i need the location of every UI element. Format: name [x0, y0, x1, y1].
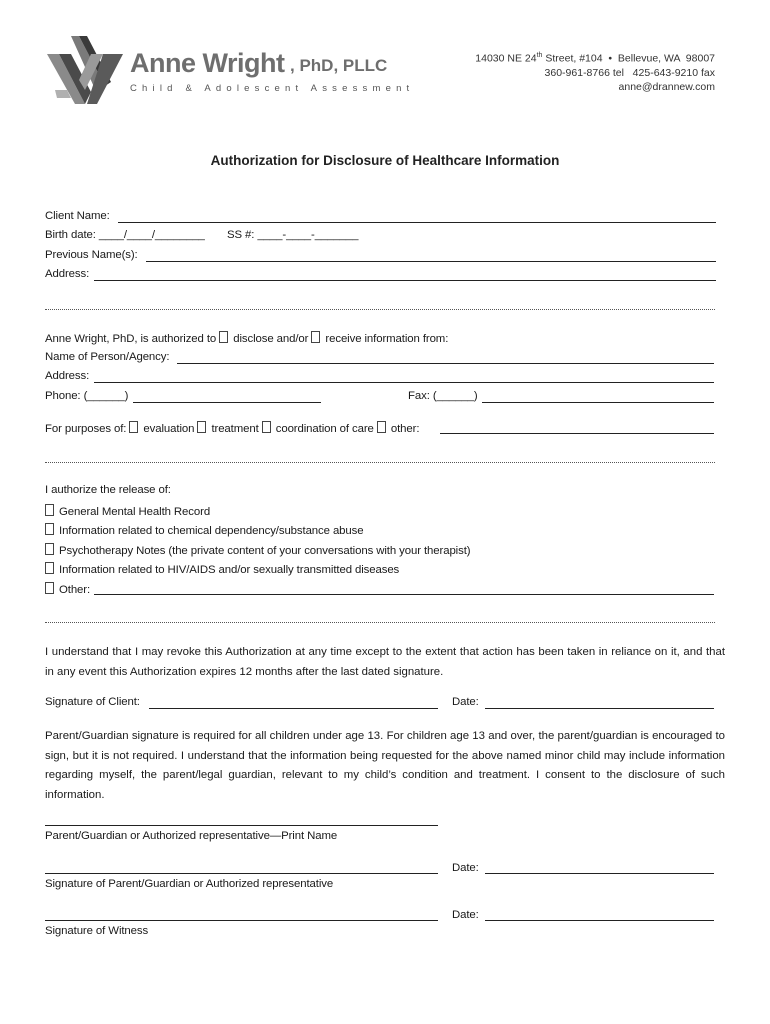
page-title: Authorization for Disclosure of Healthcare Information [210, 153, 560, 168]
authorized-line: Anne Wright, PhD, is authorized to disclose and/or receive information from: [45, 333, 449, 345]
guardian-signature-label: Signature of Parent/Guardian or Authorized representative [45, 878, 334, 890]
guardian-signature-field[interactable] [45, 873, 438, 874]
release-checkbox[interactable] [45, 504, 54, 516]
coordination-checkbox[interactable] [262, 421, 271, 433]
other-purpose-field[interactable] [440, 433, 714, 434]
release-checkbox[interactable] [45, 543, 54, 555]
logo-mark-icon [45, 34, 125, 112]
date-label: Date: [452, 909, 479, 921]
contact-phones: 360-961-8766 tel 425-643-9210 fax [544, 67, 715, 79]
birth-date-label: Birth date: ____/____/________ [45, 229, 205, 241]
contact-address: 14030 NE 24th Street, #104 • Bellevue, WA 98007 [475, 52, 715, 65]
disclose-checkbox[interactable] [219, 331, 228, 343]
ss-label: SS #: ____-____-_______ [227, 229, 359, 241]
agency-address-field[interactable] [94, 382, 714, 383]
purposes-line: For purposes of: evaluation treatment coordination of care other: [45, 423, 420, 435]
guardian-paragraph: Parent/Guardian signature is required for all children under age 13. For children age 13 and over, the parent/guardian is encouraged to sign, but it is not required. I understand that the information being requested for the above named minor child may include information regarding myself, the parent/legal guardian, relevant to my child’s condition and treatment. I consent to the disclosure of such information. [45, 730, 725, 801]
person-agency-field[interactable] [177, 363, 714, 364]
witness-signature-field[interactable] [45, 920, 438, 921]
contact-email: anne@drannew.com [618, 81, 715, 93]
release-checkbox[interactable] [45, 523, 54, 535]
date-label: Date: [452, 696, 479, 708]
treatment-checkbox[interactable] [197, 421, 206, 433]
phone-label: Phone: (______) [45, 390, 129, 402]
date-label: Date: [452, 862, 479, 874]
previous-names-field[interactable] [146, 261, 716, 262]
evaluation-checkbox[interactable] [129, 421, 138, 433]
release-item: Psychotherapy Notes (the private content of your conversations with your therapist) [45, 543, 470, 557]
other-purpose-checkbox[interactable] [377, 421, 386, 433]
person-agency-label: Name of Person/Agency: [45, 351, 170, 363]
client-name-field[interactable] [118, 222, 716, 223]
release-item: General Mental Health Record [45, 504, 210, 518]
release-heading: I authorize the release of: [45, 484, 171, 496]
revoke-paragraph: I understand that I may revoke this Authorization at any time except to the extent that action has been taken in reliance on it, and that in any event this Authorization expires 12 months after the last dated signature. [45, 646, 725, 678]
client-address-label: Address: [45, 268, 90, 280]
print-name-field[interactable] [45, 825, 438, 826]
section-divider [45, 309, 715, 310]
client-signature-label: Signature of Client: [45, 696, 140, 708]
fax-field[interactable] [482, 402, 714, 403]
print-name-label: Parent/Guardian or Authorized representative—Print Name [45, 830, 338, 842]
previous-names-label: Previous Name(s): [45, 249, 138, 261]
receive-checkbox[interactable] [311, 331, 320, 343]
logo-subtitle: Child & Adolescent Assessment [130, 83, 415, 94]
release-item: Information related to HIV/AIDS and/or sexually transmitted diseases [45, 562, 399, 576]
client-name-label: Client Name: [45, 210, 110, 222]
witness-signature-label: Signature of Witness [45, 925, 149, 937]
logo-credentials: , PhD, PLLC [290, 56, 388, 75]
logo-name: Anne Wright [130, 48, 285, 78]
release-checkbox[interactable] [45, 582, 54, 594]
release-other-field[interactable] [94, 594, 714, 595]
fax-label: Fax: (______) [408, 390, 478, 402]
release-item: Other: [45, 582, 90, 596]
guardian-date-field[interactable] [485, 873, 714, 874]
release-checkbox[interactable] [45, 562, 54, 574]
client-signature-field[interactable] [149, 708, 438, 709]
client-date-field[interactable] [485, 708, 714, 709]
section-divider [45, 622, 715, 623]
phone-field[interactable] [133, 402, 321, 403]
release-item: Information related to chemical dependency/substance abuse [45, 523, 363, 537]
section-divider [45, 462, 715, 463]
agency-address-label: Address: [45, 370, 90, 382]
client-address-field[interactable] [94, 280, 716, 281]
witness-date-field[interactable] [485, 920, 714, 921]
